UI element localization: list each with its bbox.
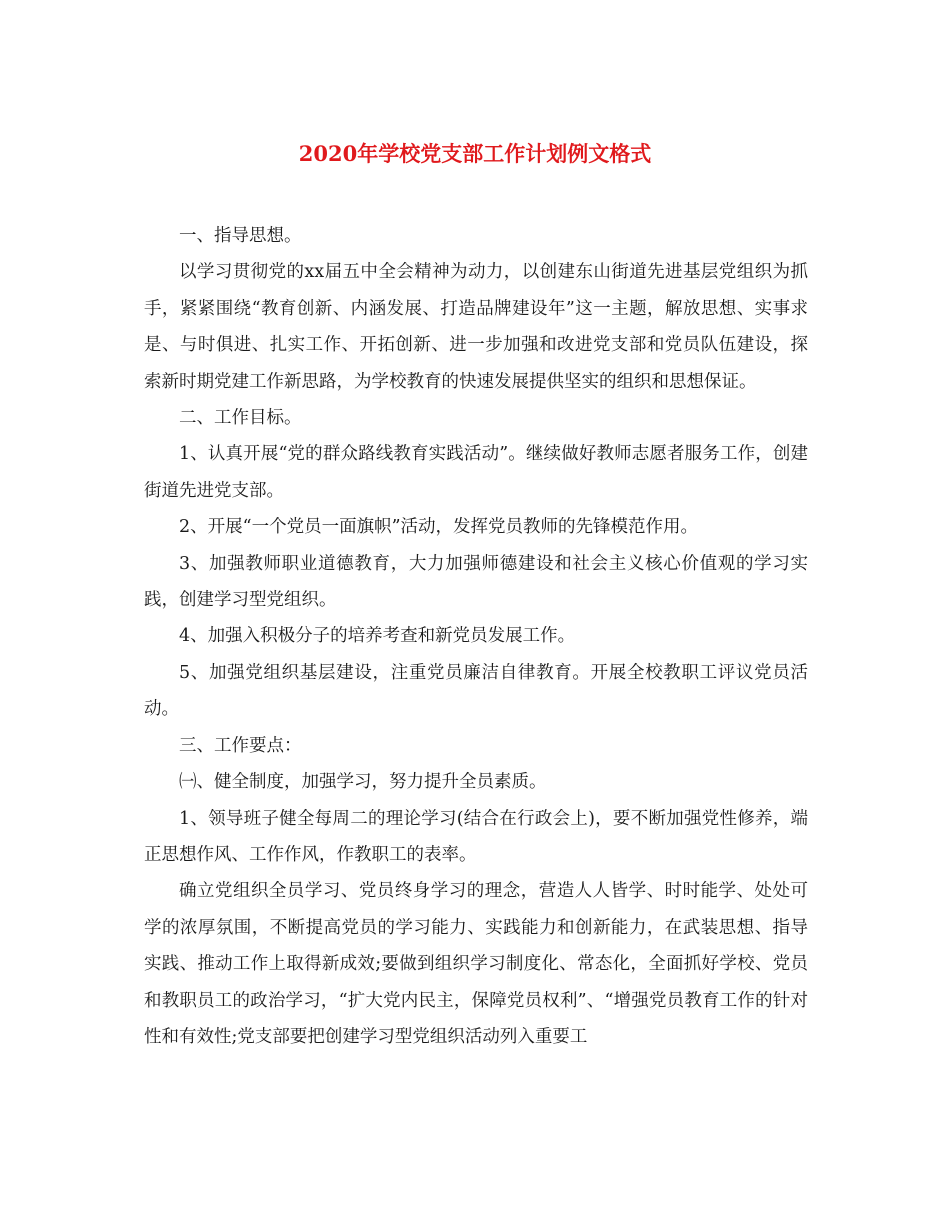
- point-item-1: 1、领导班子健全每周二的理论学习(结合在行政会上)，要不断加强党性修养，端正思想作风、工作作风，作教职工的表率。: [144, 808, 808, 865]
- document-body: [144, 218, 808, 1055]
- paragraph-learning-concept: 确立党组织全员学习、党员终身学习的理念，营造人人皆学、时时能学、处处可学的浓厚氛围，不断提高党员的学习能力、实践能力和创新能力，在武装思想、指导实践、推动工作上取得新成效;要做到组织学习制度化、常态化，全面抓好学校、党员和教职员工的政治学习，“扩大党内民主，保障党员权利”、“增强党员教育工作的针对性和有效性;党支部要把创建学习型党组织活动列入重要工: [144, 881, 808, 1047]
- heading-work-points: 三、工作要点：: [179, 735, 302, 756]
- goal-item-3: 3、加强教师职业道德教育，大力加强师德建设和社会主义核心价值观的学习实践，创建学习型党组织。: [144, 553, 808, 611]
- document-title: 2020年学校党支部工作计划例文格式: [298, 141, 652, 166]
- goal-item-2: 2、开展“一个党员一面旗帜”活动，发挥党员教师的先锋模范作用。: [179, 517, 699, 538]
- heading-work-goals: 二、工作目标。: [179, 408, 302, 429]
- subheading-system-study: ㈠、健全制度，加强学习，努力提升全员素质。: [179, 772, 547, 793]
- goal-item-4: 4、加强入积极分子的培养考查和新党员发展工作。: [179, 626, 576, 647]
- paragraph-guiding-ideology: 以学习贯彻党的xx届五中全会精神为动力，以创建东山街道先进基层党组织为抓手，紧紧围绕“教育创新、内涵发展、打造品牌建设年”这一主题，解放思想、实事求是、与时俱进、扎实工作、开拓创新、进一步加强和改进党支部和党员队伍建设，探索新时期党建工作新思路，为学校教育的快速发展提供坚实的组织和思想保证。: [144, 262, 808, 392]
- heading-guiding-ideology: 一、指导思想。: [179, 226, 302, 246]
- goal-item-1: 1、认真开展“党的群众路线教育实践活动”。继续做好教师志愿者服务工作，创建街道先进党支部。: [144, 444, 808, 501]
- goal-item-5: 5、加强党组织基层建设，注重党员廉洁自律教育。开展全校教职工评议党员活动。: [144, 662, 808, 720]
